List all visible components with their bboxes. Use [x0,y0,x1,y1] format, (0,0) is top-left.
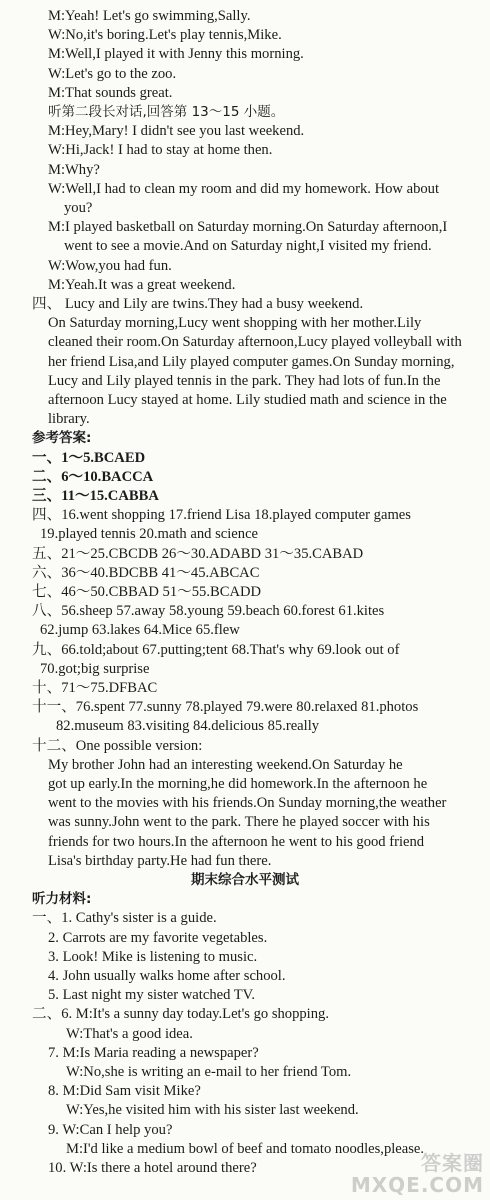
text-line: 19.played tennis 20.math and science [40,526,259,543]
watermark-logo [351,1152,484,1196]
text-line: 十二、One possible version: [32,737,203,754]
text-line: M:I'd like a medium bowl of beef and tomato noodles,please. [66,1140,425,1157]
text-line: M:That sounds great. [48,84,173,101]
text-line: 二、6. M:It's a sunny day today.Let's go shopping. [32,1006,329,1023]
text-line: went to the movies with his friends.On Sunday morning,the weather [48,795,447,812]
text-line: Lisa's birthday party.He had fun there. [48,852,272,869]
text-line: 八、56.sheep 57.away 58.young 59.beach 60.forest 61.kites [32,603,385,620]
text-line: 一、1. Cathy's sister is a guide. [32,910,217,927]
text-line: 70.got;big surprise [40,660,150,677]
text-line: you? [64,200,93,216]
text-line: 5. Last night my sister watched TV. [48,987,255,1004]
watermark-url: MXQE.COM [350,1173,484,1197]
text-line: friends for two hours.In the afternoon he went to his good friend [48,833,425,850]
text-line: 8. M:Did Sam visit Mike? [48,1083,201,1100]
text-line: was sunny.John went to the park. There he played soccer with his [48,814,430,831]
text-line: 62.jump 63.lakes 64.Mice 65.flew [40,622,240,639]
text-line: W:No,she is writing an e-mail to her friend Tom. [66,1064,352,1080]
text-line: 82.museum 83.visiting 84.delicious 85.really [56,718,320,735]
text-line: 四、16.went shopping 17.friend Lisa 18.played computer games [32,507,411,524]
text-line: 二、6～10.BACCA [32,468,154,485]
text-line: went to see a movie.And on Saturday night,I visited my friend. [64,238,432,255]
text-line: 3. Look! Mike is listening to music. [48,948,258,965]
text-line: 一、1～5.BCAED [32,449,146,466]
text-line: 4. John usually walks home after school. [48,968,286,984]
text-line: My brother John had an interesting weekend.On Saturday he [48,756,403,773]
text-line: W:That's a good idea. [66,1025,193,1042]
text-line: 九、66.told;about 67.putting;tent 68.That's why 69.look out of [32,641,400,658]
text-line: 五、21～25.CBCDB 26～30.ADABD 31～35.CABAD [32,545,364,562]
text-line: W:Let's go to the zoo. [48,65,177,82]
text-line: 10. W:Is there a hotel around there? [48,1160,257,1176]
text-line: 六、36～40.BDCBB 41～45.ABCAC [32,564,260,581]
text-line: cleaned their room.On Saturday afternoon,Lucy played volleyball with [48,334,462,351]
text-line: W:No,it's boring.Let's play tennis,Mike. [48,27,282,44]
text-line: 十一、76.spent 77.sunny 78.played 79.were 80.relaxed 81.photos [32,699,419,716]
text-line: M:Hey,Mary! I didn't see you last weekend. [48,123,305,140]
text-line: 四、 Lucy and Lily are twins.They had a busy weekend. [32,296,364,312]
text-line: W:Well,I had to clean my room and did my homework. How about [48,180,440,197]
text-line: W:Yes,he visited him with his sister last weekend. [66,1102,359,1119]
text-line: W:Wow,you had fun. [48,257,172,274]
text-line: W:Hi,Jack! I had to stay at home then. [48,142,273,159]
text-line: 听力材料: [32,891,92,908]
text-line: library. [48,411,90,428]
text-line: M:Yeah! Let's go swimming,Sally. [48,8,251,24]
text-line: 9. W:Can I help you? [48,1121,173,1138]
text-line: 七、46～50.CBBAD 51～55.BCADD [32,584,262,600]
text-line: 听第二段长对话,回答第 13～15 小题。 [48,104,285,120]
text-line: afternoon Lucy stayed at home. Lily studied math and science in the [48,392,447,408]
text-line: M:Why? [48,161,100,178]
text-line: 十、71～75.DFBAC [32,680,158,696]
text-line: her friend Lisa,and Lily played computer games.On Sunday morning, [48,353,455,370]
text-line: Lucy and Lily played tennis in the park. They had lots of fun.In the [48,372,441,389]
text-line: M:Yeah.It was a great weekend. [48,276,236,293]
text-line: 2. Carrots are my favorite vegetables. [48,929,268,946]
text-line: got up early.In the morning,he did homework.In the afternoon he [48,776,428,792]
text-line: 三、11～15.CABBA [32,488,159,504]
text-line: M:I played basketball on Saturday morning.On Saturday afternoon,I [48,219,448,236]
text-line: On Saturday morning,Lucy went shopping with her mother.Lily [48,315,422,332]
text-line: 7. M:Is Maria reading a newspaper? [48,1044,259,1061]
text-line: 期末综合水平测试 [191,872,299,888]
watermark-text: 答案圈 [421,1151,484,1175]
text-line: M:Well,I played it with Jenny this morning. [48,46,304,63]
text-line: 参考答案: [32,430,92,447]
